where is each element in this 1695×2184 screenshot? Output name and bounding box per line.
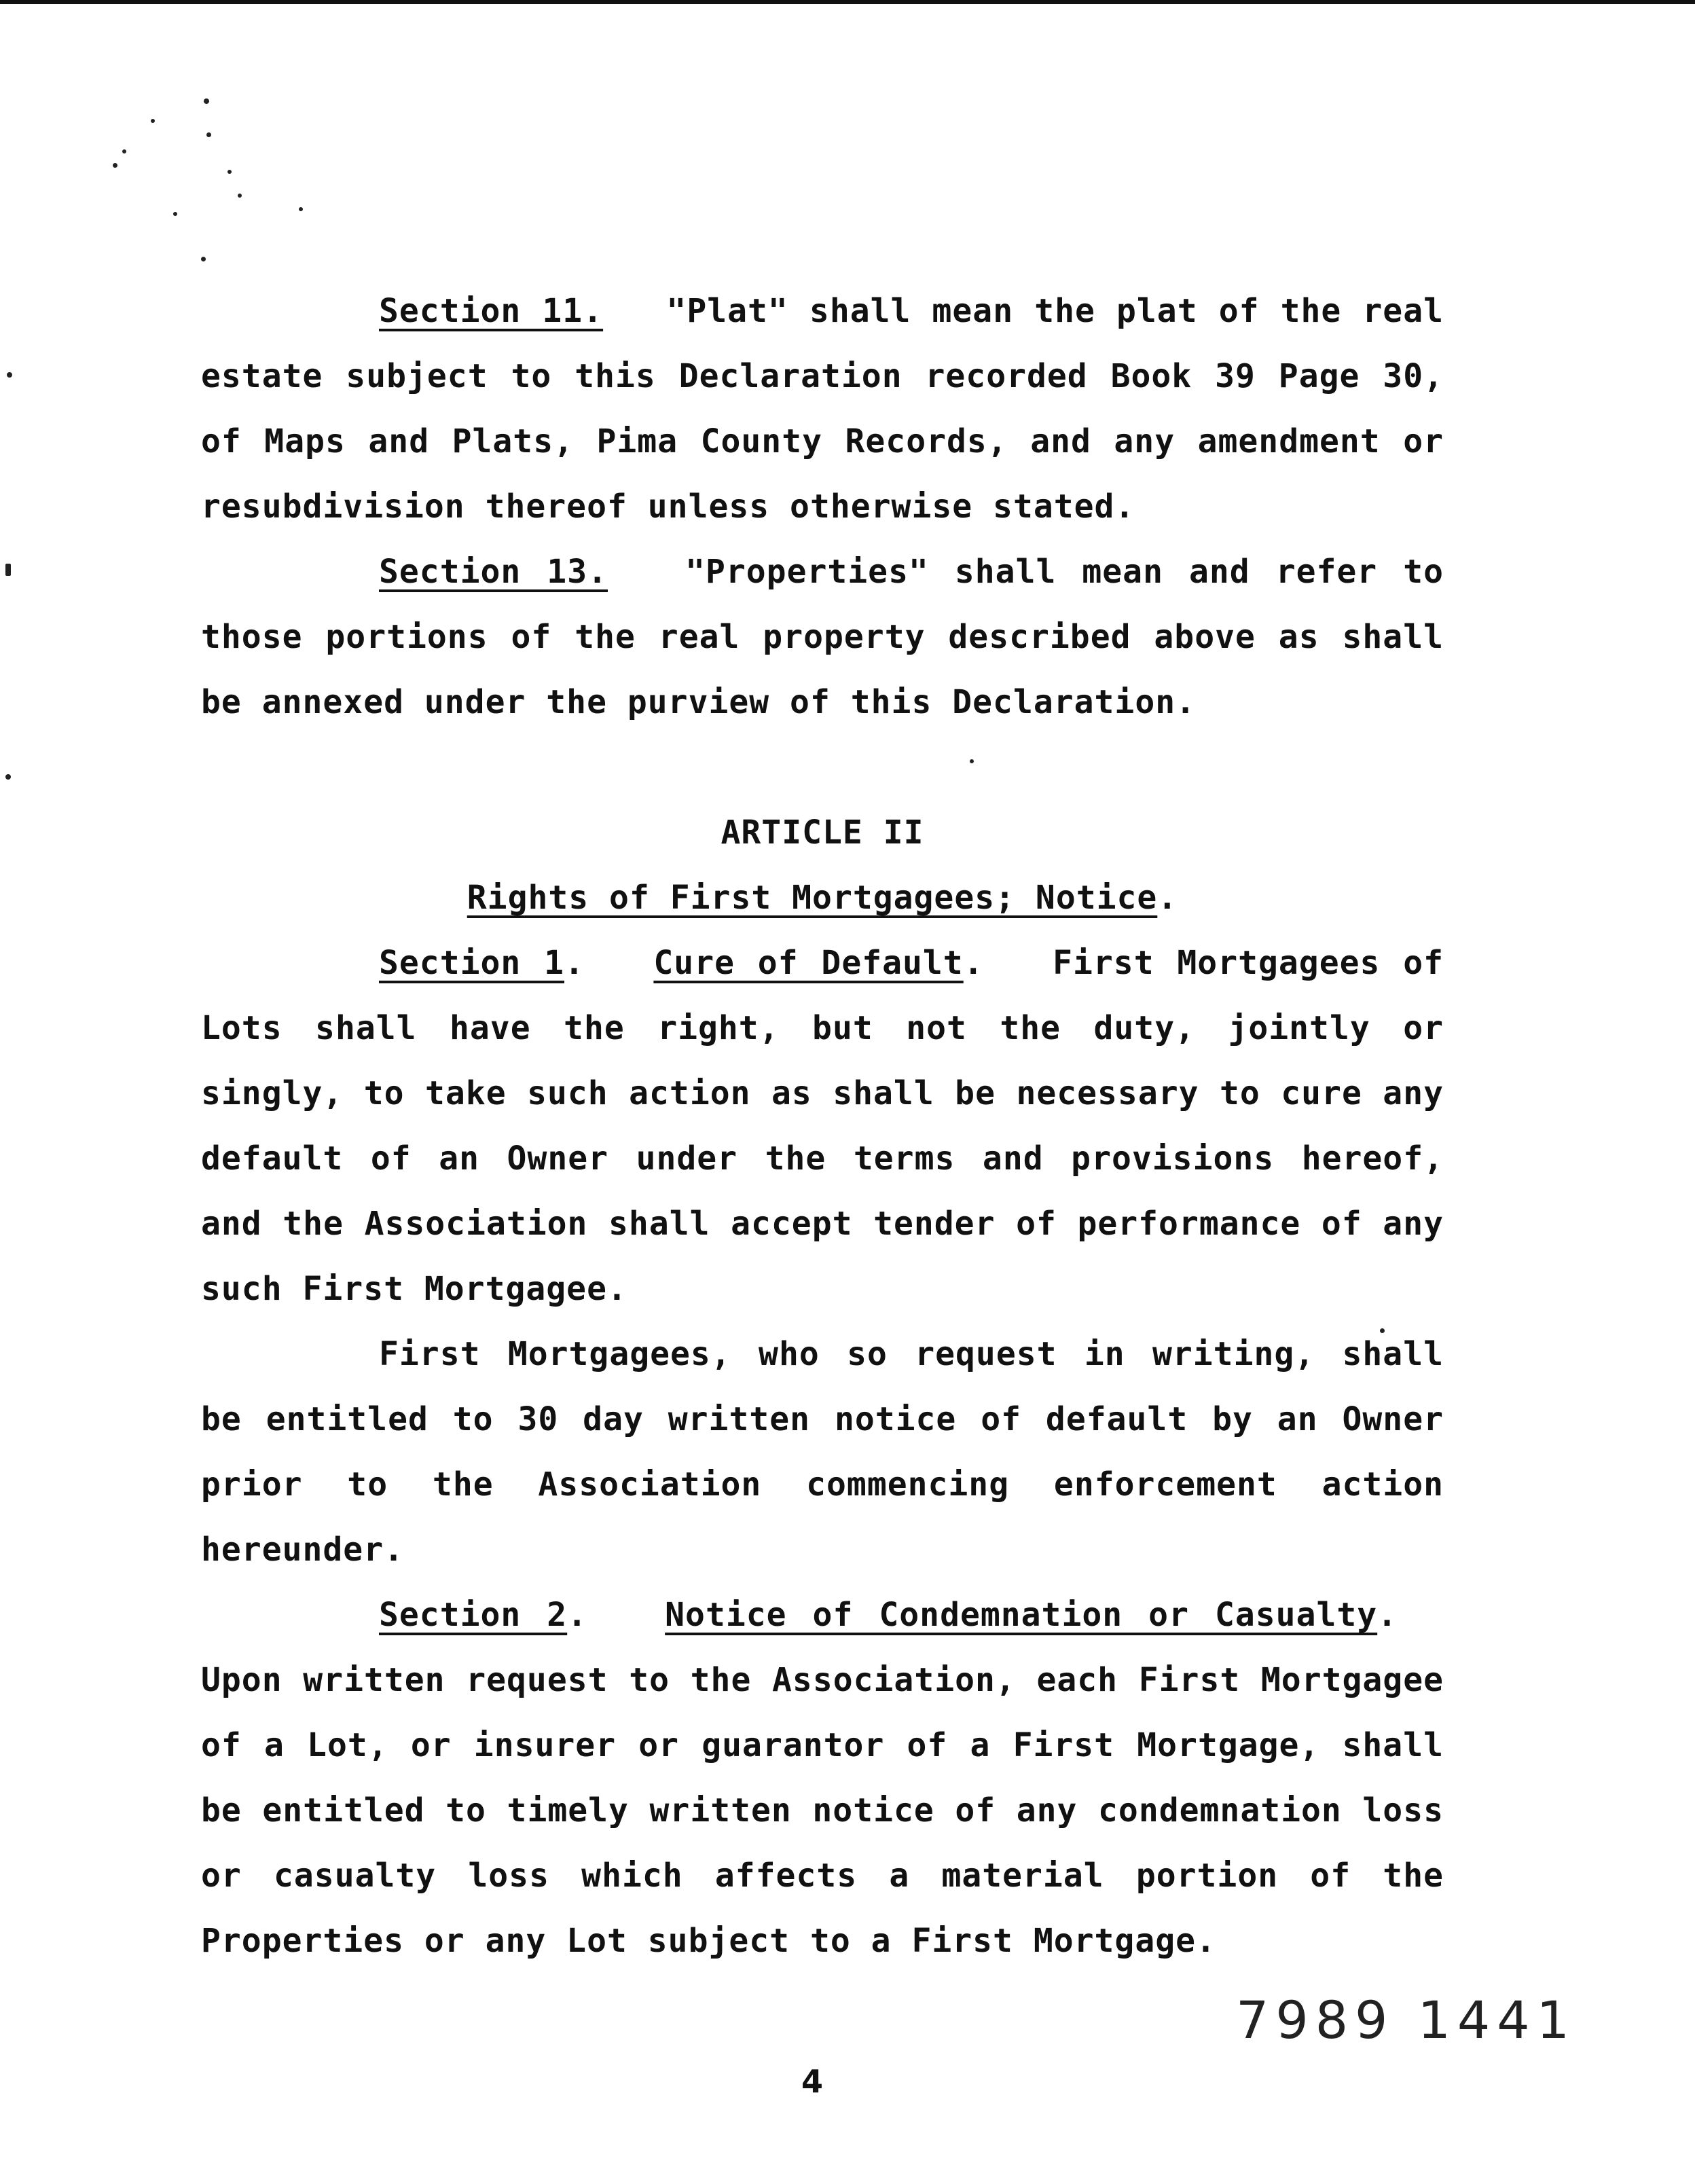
section-11-text: "Plat" shall mean the plat of the real estate subject to this Declaration recorded Book 39 Page 30, of Maps and Plats, Pima County Records, and any amendment or resubdivision thereof unless otherwise stated. [201, 292, 1444, 526]
scan-speck [299, 207, 303, 211]
document-number: 7989 1441 [1236, 1990, 1576, 2050]
scan-speck [227, 170, 232, 174]
section-2-text: Upon written request to the Association, each First Mortgagee of a Lot, or insurer or guarantor of a First Mortgage, shall be entitled to timely written notice of any condemnation loss or casualty loss which affects a material portion of the Properties or any Lot subject to a First Mortgage. [201, 1661, 1444, 1960]
section-1-paragraph [201, 930, 1444, 1322]
article-subtitle-period: . [1157, 879, 1178, 917]
page-number: 4 [801, 2063, 824, 2100]
section-1-title-period: . [963, 944, 984, 982]
spacer [201, 735, 1444, 800]
scan-speck [201, 257, 206, 261]
article-title: ARTICLE II [721, 814, 924, 852]
scan-edge [0, 0, 1695, 11]
section-1-title: Cure of Default [653, 944, 964, 982]
scan-speck [5, 774, 11, 780]
section-1-heading: Section 1 [379, 944, 565, 982]
section-1-heading-period: . [564, 944, 585, 982]
first-mortgagees-paragraph: First Mortgagees, who so request in writing, shall be entitled to 30 day written notice of default by an Owner prior to the Association commencing enforcement action hereunder. [201, 1335, 1444, 1569]
section-2-paragraph [201, 1582, 1444, 1973]
scan-speck [206, 132, 211, 137]
scan-speck [5, 564, 11, 576]
section-13-text: "Properties" shall mean and refer to those portions of the real property described above as shall be annexed under the purview of this Declaration. [201, 553, 1444, 721]
section-2-heading: Section 2 [379, 1596, 568, 1634]
section-13-paragraph [201, 539, 1444, 735]
section-2-title-period: . [1377, 1596, 1398, 1634]
section-11-heading: Section 11. [379, 292, 604, 330]
scan-speck [204, 98, 209, 104]
section-1-text: First Mortgagees of Lots shall have the right, but not the duty, jointly or singly, to take such action as shall be necessary to cure any default of an Owner under the terms and provisions hereof, and the Association shall accept tender of performance of any such First Mortgagee. [201, 944, 1444, 1308]
scan-speck [238, 194, 242, 198]
scan-speck [173, 212, 177, 216]
article-subtitle-line [201, 865, 1444, 930]
scan-speck [7, 372, 12, 378]
section-13-heading: Section 13. [379, 553, 608, 591]
section-2-title: Notice of Condemnation or Casualty [665, 1596, 1378, 1634]
article-subtitle: Rights of First Mortgagees; Notice [467, 879, 1158, 917]
section-2-heading-period: . [567, 1596, 588, 1634]
section-11-paragraph [201, 278, 1444, 539]
document-body [201, 278, 1444, 1973]
scan-speck [122, 149, 126, 153]
scan-speck [113, 163, 117, 168]
scan-speck [151, 119, 155, 123]
